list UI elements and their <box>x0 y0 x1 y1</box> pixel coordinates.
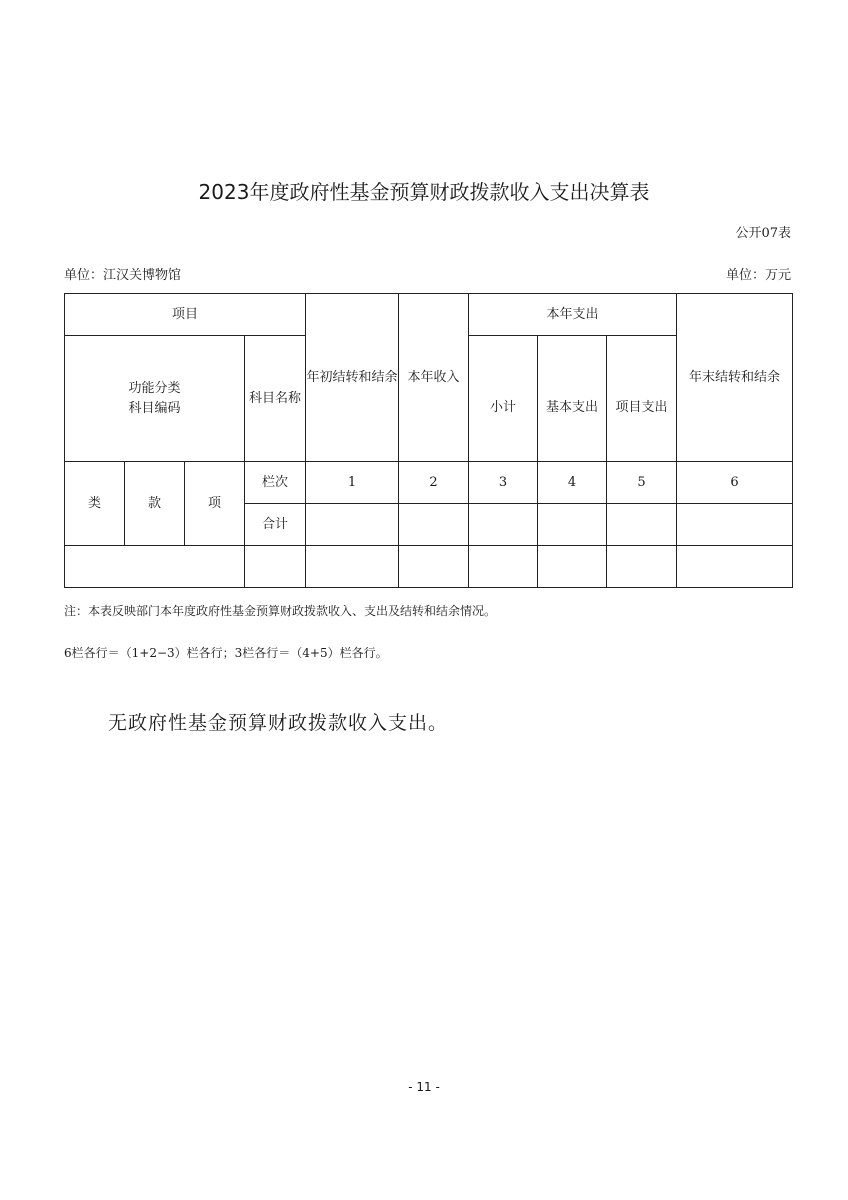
table-code: 公开07表 <box>735 226 791 241</box>
col-number: 2 <box>399 462 469 504</box>
col-number: 6 <box>677 462 793 504</box>
header-end-balance: 年末结转和结余 <box>677 294 793 462</box>
header-func-class-line1: 功能分类 <box>128 380 181 396</box>
table-cell <box>677 504 793 546</box>
table-cell <box>538 504 607 546</box>
col-number: 3 <box>469 462 538 504</box>
col-number: 1 <box>306 462 399 504</box>
page-title: 2023年度政府性基金预算财政拨款收入支出决算表 <box>198 180 650 204</box>
table-cell <box>245 546 306 588</box>
unit-organization: 单位：江汉关博物馆 <box>64 268 182 283</box>
table-row <box>65 546 793 588</box>
header-income: 本年收入 <box>399 294 469 462</box>
header-begin-balance: 年初结转和结余 <box>306 294 399 462</box>
table-cell <box>399 546 469 588</box>
note-line-1: 注：本表反映部门本年度政府性基金预算财政拨款收入、支出及结转和结余情况。 <box>64 604 497 618</box>
table-cell <box>306 504 399 546</box>
table-cell <box>399 504 469 546</box>
budget-table <box>64 293 793 588</box>
table-cell <box>65 546 245 588</box>
table-cell <box>607 546 677 588</box>
header-item: 项目 <box>65 294 306 336</box>
unit-currency: 单位：万元 <box>725 268 791 283</box>
header-project: 项目支出 <box>607 336 677 462</box>
table-cell <box>469 546 538 588</box>
statement: 无政府性基金预算财政拨款收入支出。 <box>108 712 449 734</box>
col-lei: 类 <box>65 462 125 546</box>
header-expense: 本年支出 <box>469 294 677 336</box>
col-number: 5 <box>607 462 677 504</box>
table-cell <box>607 504 677 546</box>
row-column-no: 栏次 <box>245 462 306 504</box>
header-subject-name: 科目名称 <box>245 336 306 462</box>
col-number: 4 <box>538 462 607 504</box>
page-number: - 11 - <box>408 1080 440 1094</box>
header-func-class-line2: 科目编码 <box>128 400 181 416</box>
row-total: 合计 <box>245 504 306 546</box>
table-cell <box>306 546 399 588</box>
table-cell <box>677 546 793 588</box>
table-cell <box>538 546 607 588</box>
header-subtotal: 小计 <box>469 336 538 462</box>
header-func-class <box>65 336 245 462</box>
col-kuan: 款 <box>125 462 185 546</box>
table-cell <box>469 504 538 546</box>
note-line-2: 6栏各行＝（1+2−3）栏各行；3栏各行＝（4+5）栏各行。 <box>64 646 388 660</box>
col-xiang: 项 <box>185 462 245 546</box>
header-basic: 基本支出 <box>538 336 607 462</box>
